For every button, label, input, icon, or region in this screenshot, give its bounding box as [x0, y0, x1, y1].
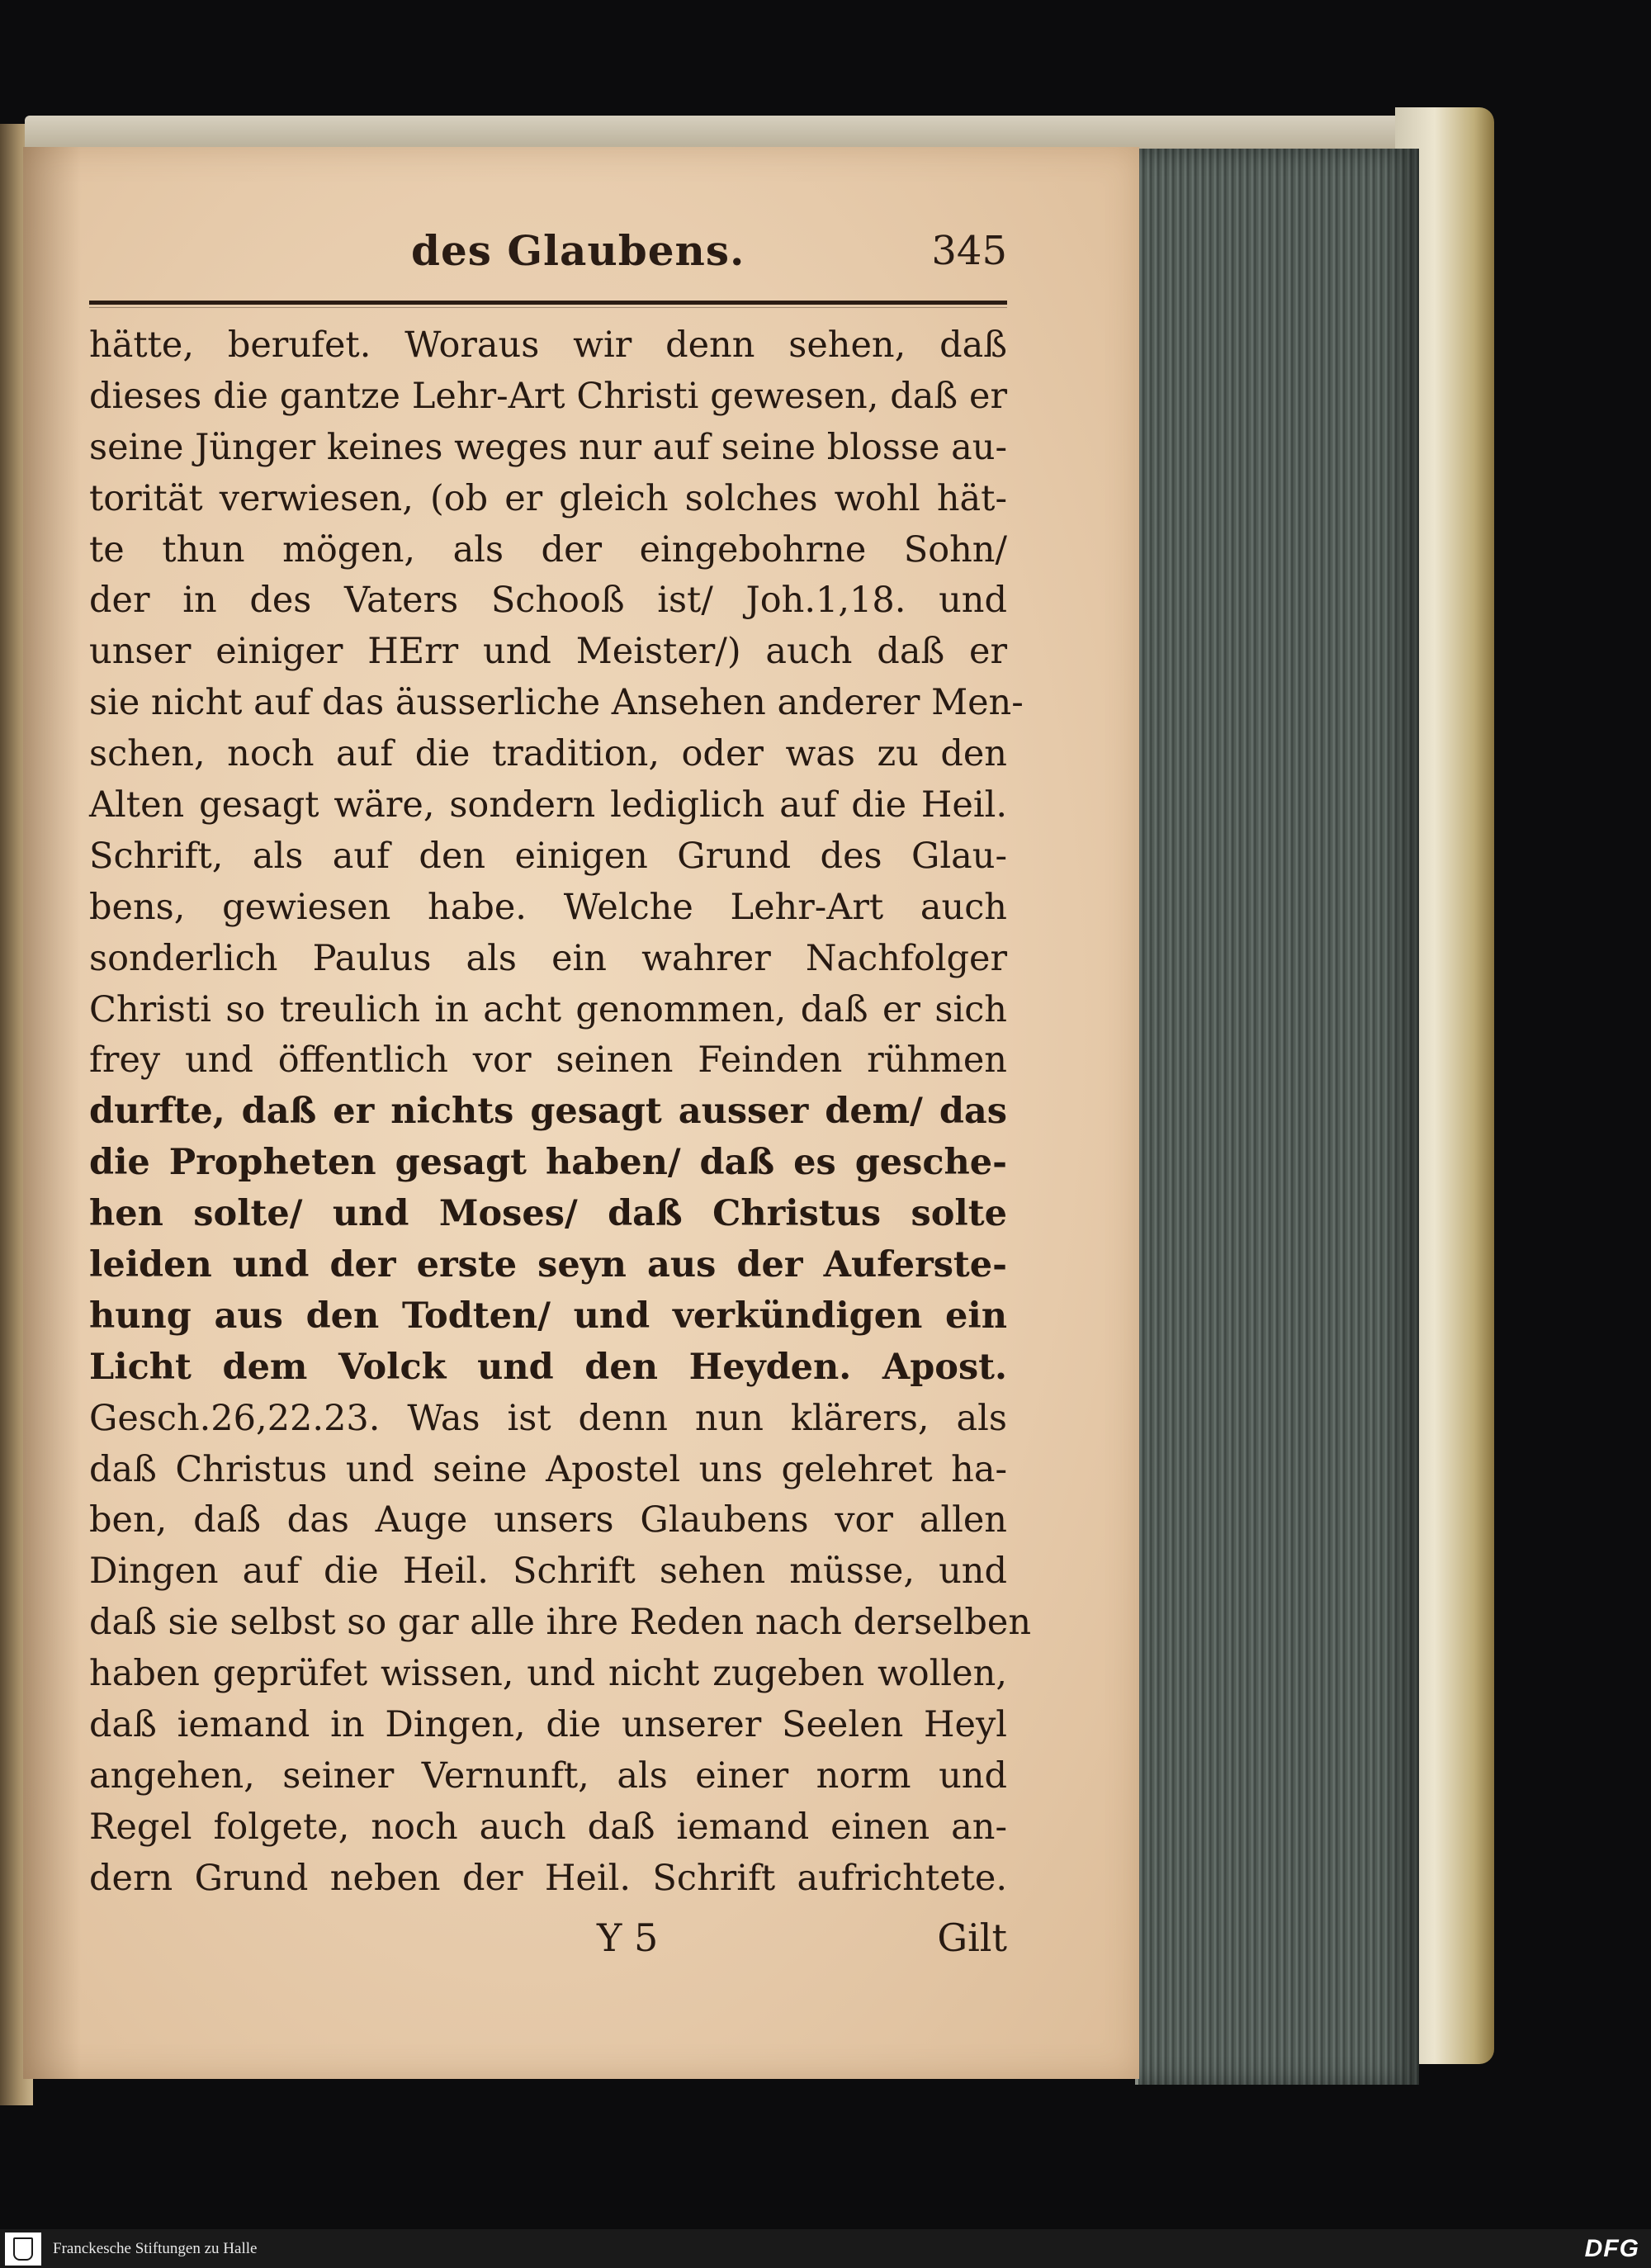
text-line: torität verwiesen, (ob er gleich solches wohl hät-: [89, 477, 1007, 519]
text-line: unser einiger HErr und Meister/) auch daß er: [89, 631, 1007, 673]
text-line: daß iemand in Dingen, die unserer Seelen Heyl: [89, 1704, 1007, 1746]
text-line: angehen, seiner Vernunft, als einer norm und: [89, 1754, 1007, 1797]
text-line-emphasized: die Propheten gesagt haben/ daß es gesche-: [89, 1142, 1007, 1184]
text-line-emphasized: leiden und der erste seyn aus der Auferste-: [89, 1244, 1007, 1286]
text-line: dern Grund neben der Heil. Schrift aufrichtete.: [89, 1857, 1007, 1899]
text-line-emphasized: hung aus den Todten/ und verkündigen ein: [89, 1295, 1007, 1337]
institution-name: Franckesche Stiftungen zu Halle: [53, 2239, 258, 2257]
text-line: te thun mögen, als der eingebohrne Sohn/: [89, 528, 1007, 571]
text-line: hätte, berufet. Woraus wir denn sehen, daß: [89, 324, 1007, 366]
text-line: Regel folgete, noch auch daß iemand einen an-: [89, 1806, 1007, 1848]
text-line: sonderlich Paulus als ein wahrer Nachfolger: [89, 937, 1007, 979]
text-line: seine Jünger keines weges nur auf seine blosse au-: [89, 426, 1007, 468]
page-block-edges: [1135, 149, 1419, 2085]
text-line: daß Christus und seine Apostel uns gelehret ha-: [89, 1448, 1007, 1490]
text-line: der in des Vaters Schooß ist/ Joh.1,18. und: [89, 580, 1007, 622]
text-line: Dingen auf die Heil. Schrift sehen müsse, und: [89, 1551, 1007, 1593]
text-line: frey und öffentlich vor seinen Feinden rühmen: [89, 1039, 1007, 1082]
gutter-shadow: [23, 147, 81, 2079]
funder-logo: DFG: [1584, 2234, 1639, 2262]
text-line: Alten gesagt wäre, sondern lediglich auf die Heil.: [89, 784, 1007, 826]
text-line-emphasized: Licht dem Volck und den Heyden. Apost.: [89, 1346, 1007, 1388]
page-footer: [89, 1915, 1007, 1973]
text-line: daß sie selbst so gar alle ihre Reden nach derselben: [89, 1602, 1032, 1644]
page-header: [89, 226, 1007, 292]
text-line: bens, gewiesen habe. Welche Lehr-Art auch: [89, 886, 1007, 928]
book-cover-top-edge: [25, 116, 1461, 149]
signature-mark: Y 5: [597, 1915, 659, 1960]
text-line: schen, noch auf die tradition, oder was zu den: [89, 733, 1007, 775]
body-text: [89, 320, 1032, 1905]
shield-icon: [13, 2237, 33, 2261]
header-rule: [89, 301, 1007, 305]
text-line-emphasized: durfte, daß er nichts gesagt ausser dem/ das: [89, 1091, 1007, 1133]
page-number: 345: [931, 228, 1007, 274]
running-head: des Glaubens.: [411, 226, 745, 275]
text-line: dieses die gantze Lehr-Art Christi gewesen, daß er: [89, 375, 1007, 417]
text-line: Gesch.26,22.23. Was ist denn nun klärers, als: [89, 1397, 1007, 1439]
institution-logo-icon: [5, 2232, 41, 2266]
text-line: ben, daß das Auge unsers Glaubens vor allen: [89, 1499, 1007, 1541]
text-line: Christi so treulich in acht genommen, daß er sich: [89, 988, 1007, 1030]
text-line: Schrift, als auf den einigen Grund des Glau-: [89, 835, 1007, 877]
text-line-emphasized: hen solte/ und Moses/ daß Christus solte: [89, 1193, 1007, 1235]
book-page: [23, 147, 1139, 2079]
text-line: sie nicht auf das äusserliche Ansehen anderer Men-: [89, 682, 1024, 724]
text-line: haben geprüfet wissen, und nicht zugeben wollen,: [89, 1653, 1007, 1695]
viewer-footer-bar: [0, 2229, 1651, 2268]
catchword: Gilt: [937, 1915, 1007, 1960]
